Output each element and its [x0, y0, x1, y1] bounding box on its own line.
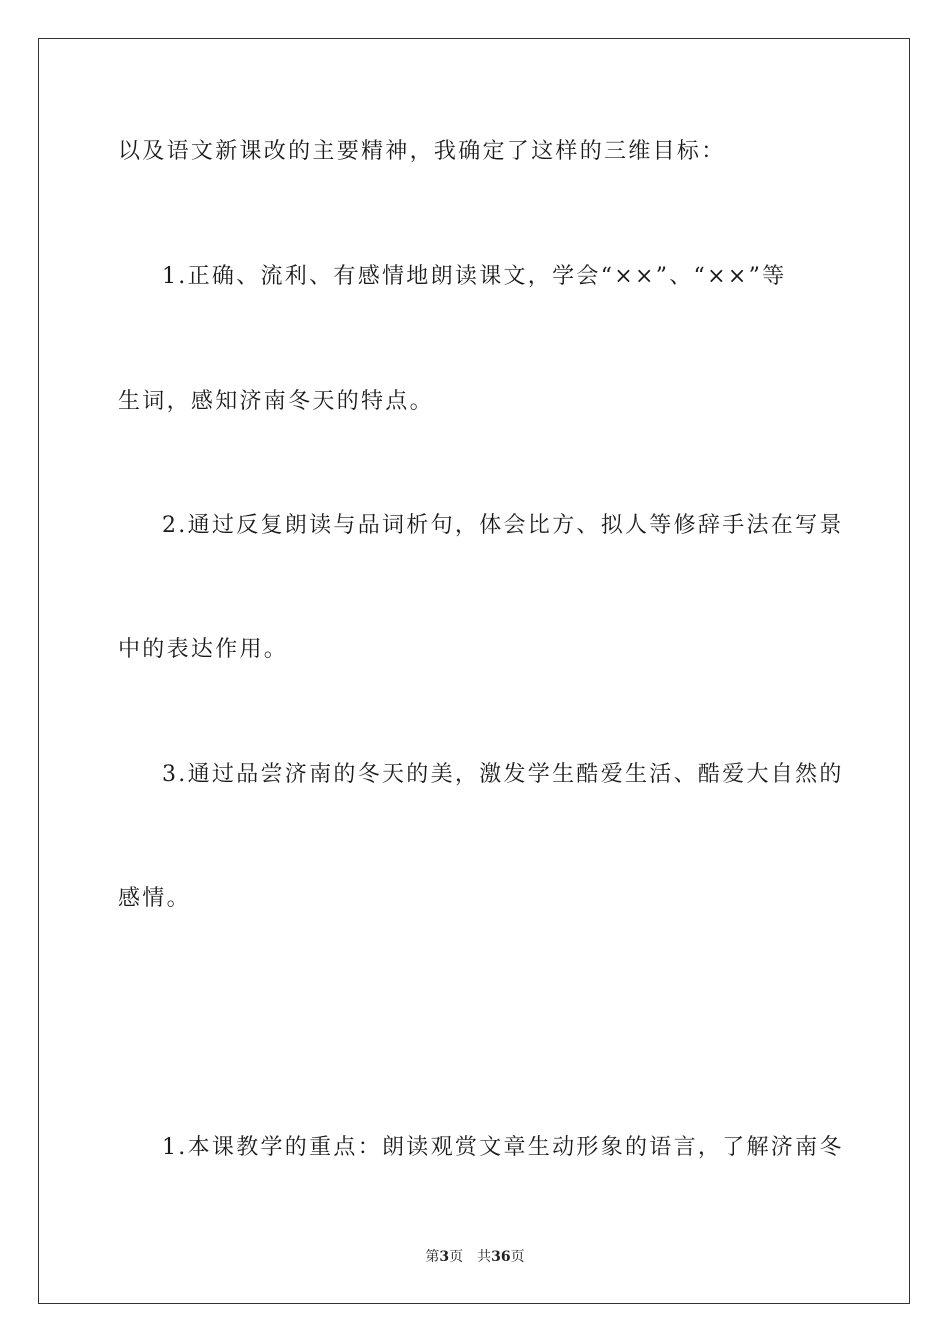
objective-1-line: 1.正确、流利、有感情地朗读课文，学会“××”、“××”等	[162, 264, 787, 289]
total-suffix: 页	[510, 1249, 525, 1265]
paragraph-line: 中的表达作用。	[118, 637, 289, 662]
objective-3-line: 3.通过品尝济南的冬天的美，激发学生酷爱生活、酷爱大自然的	[162, 762, 844, 787]
page-footer	[0, 1247, 950, 1267]
key-point-line: 1.本课教学的重点：朗读观赏文章生动形象的语言，了解济南冬	[162, 1135, 844, 1160]
paragraph-line: 感情。	[118, 886, 191, 911]
page-number: 3	[439, 1249, 450, 1265]
page-border	[38, 38, 910, 1304]
total-pages: 36	[491, 1249, 511, 1265]
page-suffix: 页	[449, 1249, 464, 1265]
page-prefix: 第	[425, 1249, 440, 1265]
paragraph-line: 以及语文新课改的主要精神，我确定了这样的三维目标：	[118, 139, 726, 164]
total-prefix: 共	[477, 1249, 492, 1265]
paragraph-line: 生词，感知济南冬天的特点。	[118, 389, 434, 414]
objective-2-line: 2.通过反复朗读与品词析句，体会比方、拟人等修辞手法在写景	[162, 513, 844, 538]
